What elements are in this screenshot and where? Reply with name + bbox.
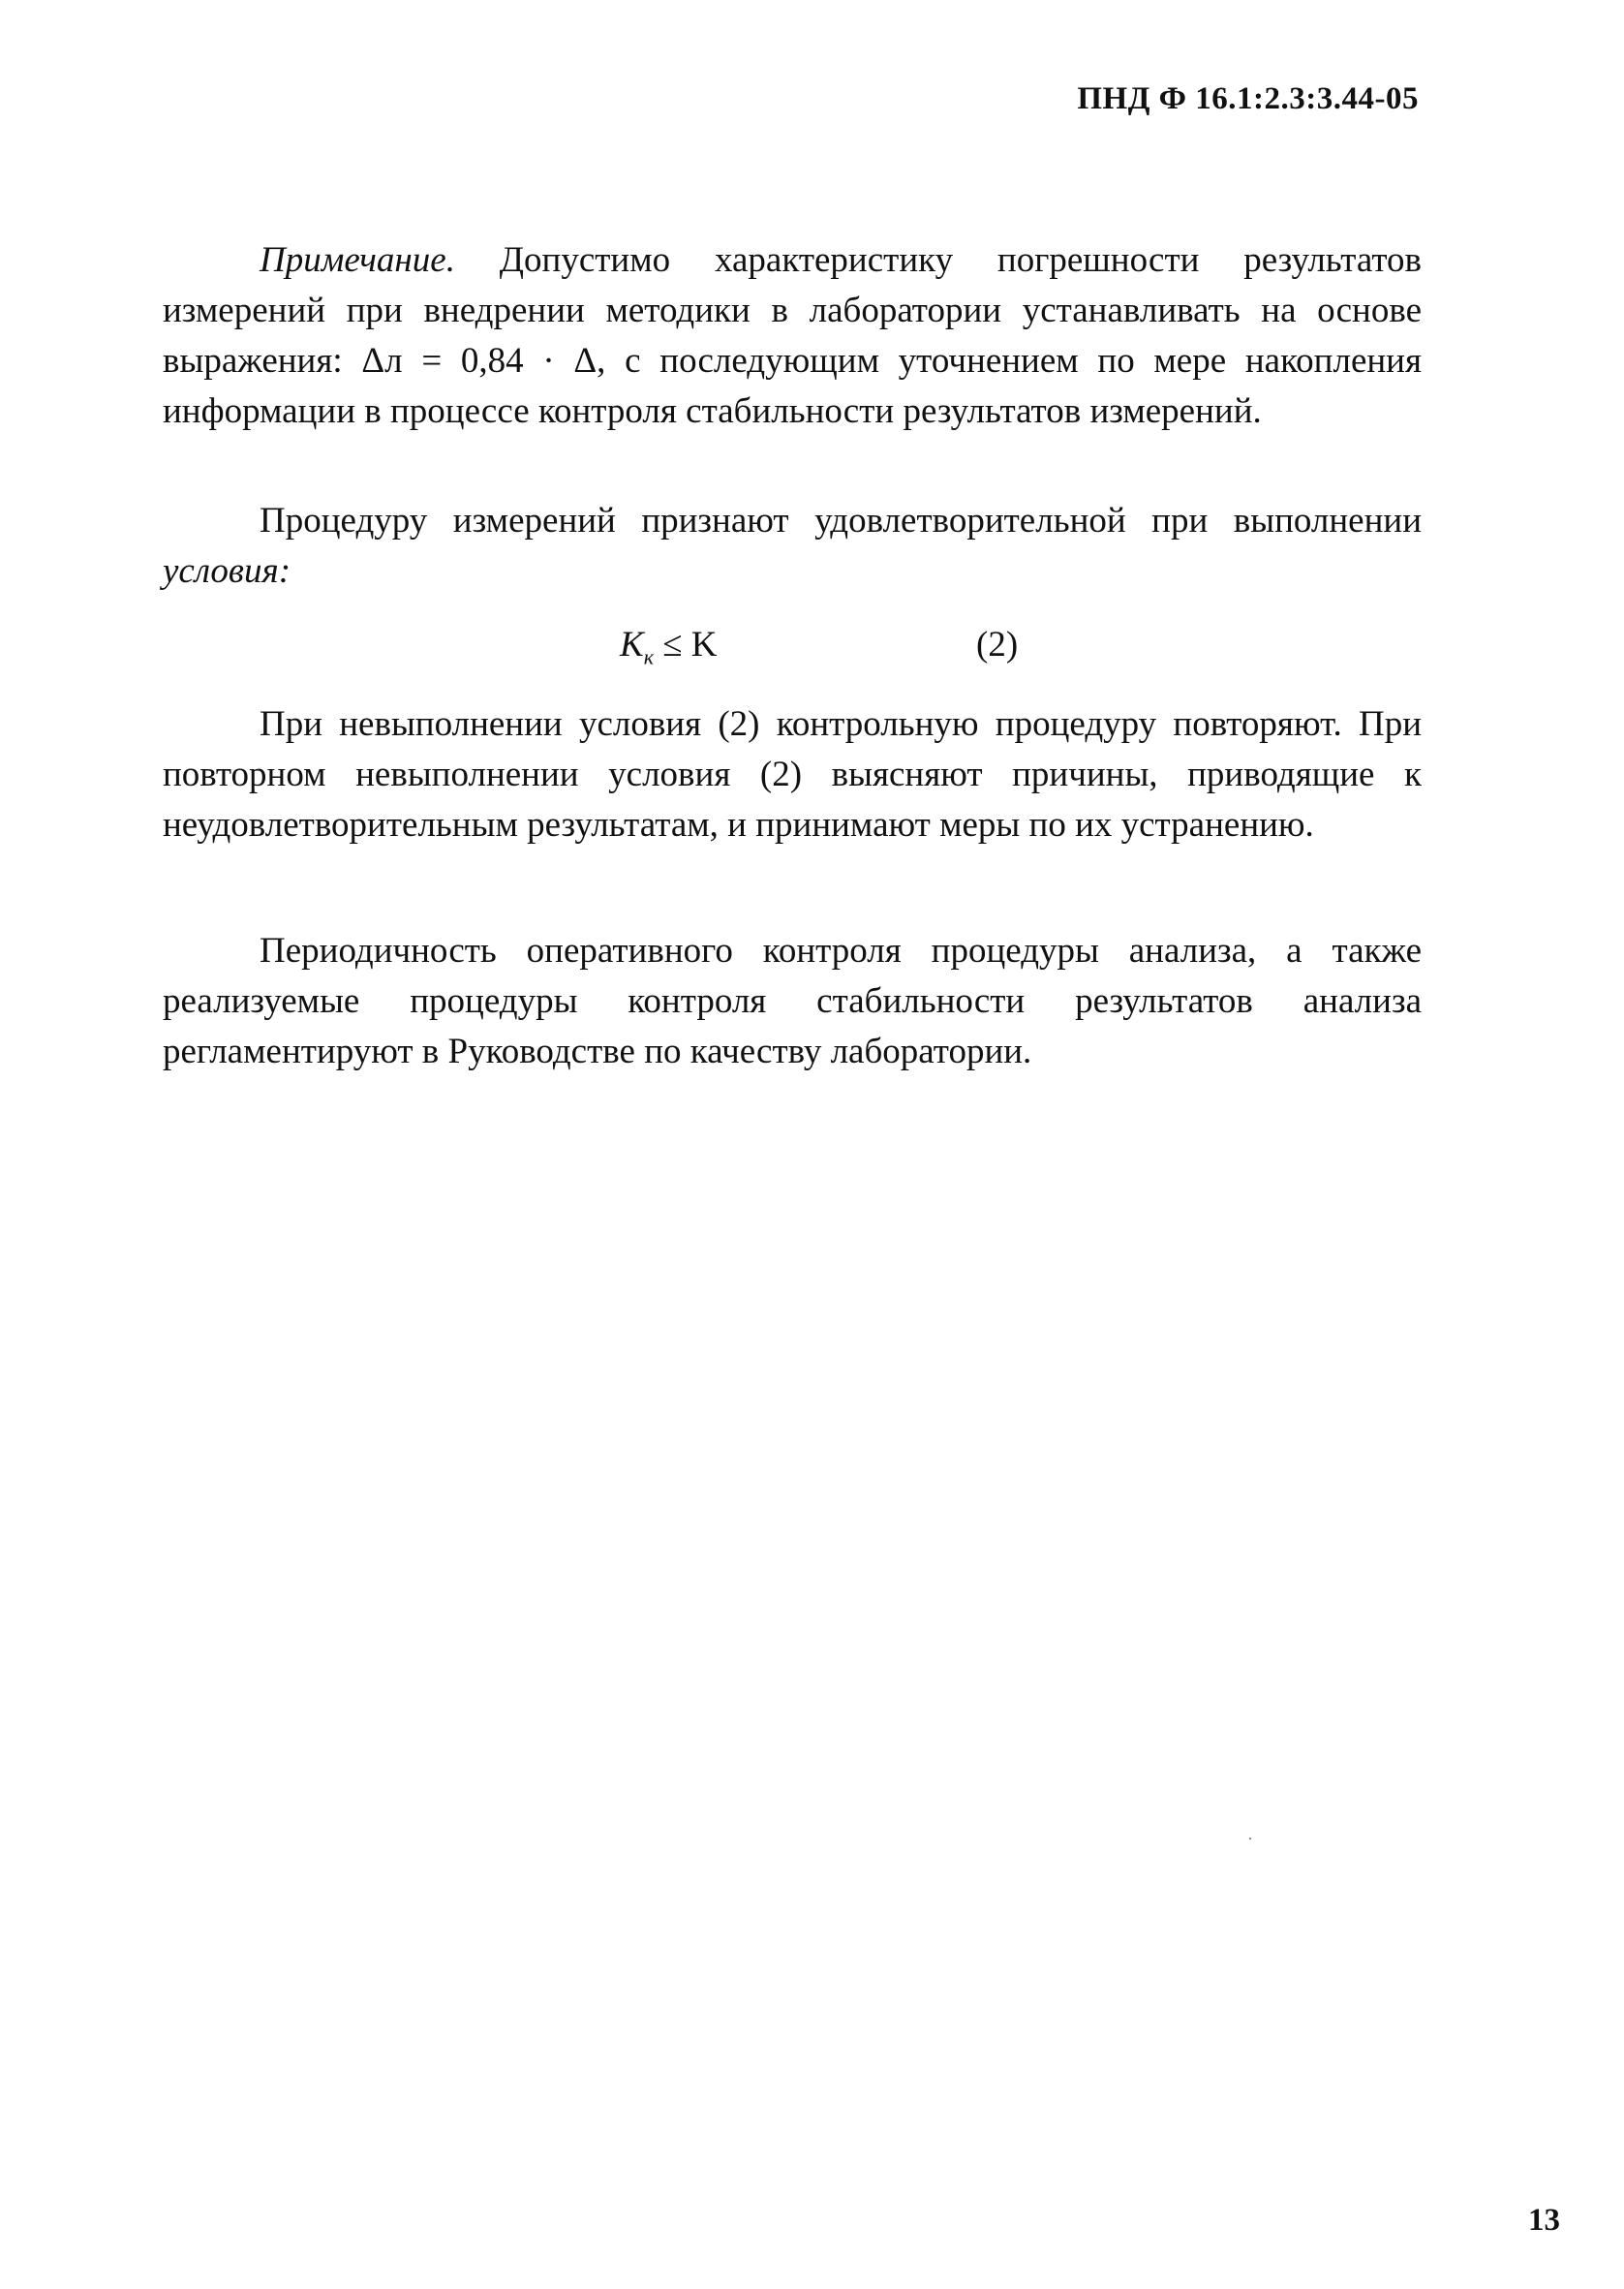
page-number: 13 — [1528, 2203, 1560, 2238]
note-text: Допустимо характеристику погрешности результатов измерений при внедрении методики в лаборатории устанавливать на основе выражения: Δл = 0,84 · Δ, с последующим уточнением по мере накопления информации в процессе контроля стабильности результатов измерений. — [163, 240, 1423, 431]
formula-expression — [620, 620, 718, 682]
formula-number: (2) — [976, 625, 1019, 665]
periodicity-text: Периодичность оперативного контроля процедуры анализа, а также реализуемые процедуры контроля стабильности результатов анализа регламентируют в Руководстве по качеству лаборатории. — [163, 931, 1422, 1071]
note-label: Примечание. — [260, 240, 455, 280]
failure-text: При невыполнении условия (2) контрольную процедуру повторяют. При повторном невыполнении условия (2) выясняют причины, приводящие к неудовлетворительным результатам, и принимают меры по их устранению. — [163, 704, 1422, 845]
scan-speck — [1249, 1838, 1251, 1840]
periodicity-paragraph — [163, 926, 1422, 1077]
procedure-text: Процедуру измерений признают удовлетворительной при выполнении — [260, 501, 1422, 541]
formula-lhs-subscript: к — [643, 644, 654, 669]
procedure-paragraph — [163, 496, 1422, 597]
formula-rhs: ≤ K — [662, 625, 718, 665]
note-paragraph — [163, 235, 1422, 437]
failure-paragraph — [163, 699, 1422, 851]
document-code: ПНД Ф 16.1:2.3:3.44-05 — [1077, 81, 1419, 116]
formula-lhs: K — [620, 625, 644, 665]
procedure-condition-word: условия: — [163, 551, 291, 591]
